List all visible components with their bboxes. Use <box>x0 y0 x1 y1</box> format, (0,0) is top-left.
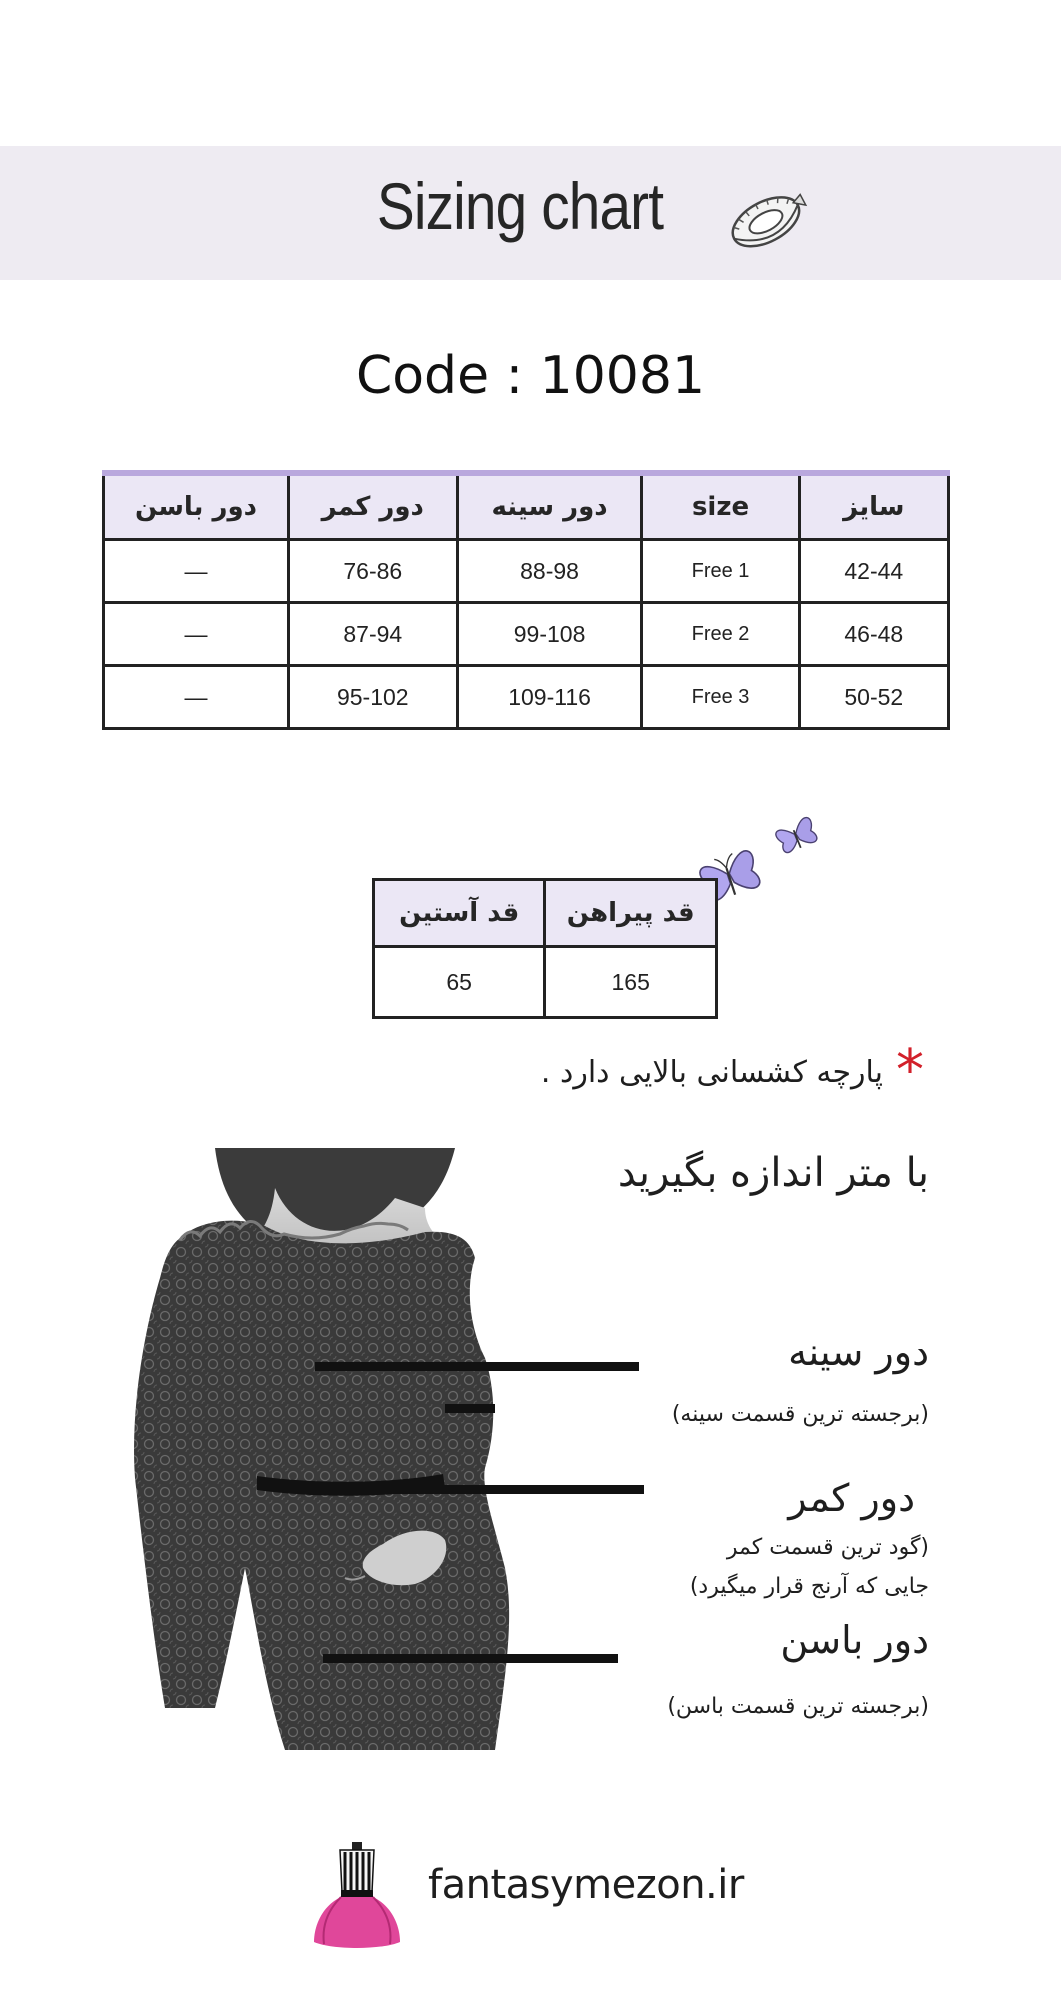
chest-title: دور سینه <box>788 1330 929 1374</box>
table-row <box>104 540 949 603</box>
cell-size: Free 2 <box>642 603 799 666</box>
cell-waist: 76-86 <box>288 540 457 603</box>
length-table-header-row <box>374 880 717 947</box>
chest-measure-tick <box>445 1404 495 1413</box>
waist-measure-line <box>330 1485 644 1494</box>
cell-hip: — <box>104 666 289 729</box>
header-dress-length: قد پیراهن <box>545 880 717 947</box>
header-waist: دور کمر <box>288 473 457 540</box>
cell-sleeve-length: 65 <box>374 947 545 1018</box>
chest-measure-line <box>315 1362 639 1371</box>
header-size: size <box>642 473 799 540</box>
cell-hip: — <box>104 540 289 603</box>
cell-size: Free 1 <box>642 540 799 603</box>
header-chest: دور سینه <box>457 473 642 540</box>
table-row <box>374 947 717 1018</box>
cell-saiz: 42-44 <box>799 540 948 603</box>
fabric-note: پارچه کشسانی بالایی دارد . <box>540 1055 883 1090</box>
product-code: Code : 10081 <box>355 346 706 406</box>
chest-description: (برجسته ترین قسمت سینه) <box>671 1402 929 1427</box>
cell-waist: 95-102 <box>288 666 457 729</box>
cell-size: Free 3 <box>642 666 799 729</box>
hip-title: دور باسن <box>780 1618 929 1662</box>
cell-saiz: 50-52 <box>799 666 948 729</box>
waist-title: دور کمر <box>788 1476 915 1520</box>
table-row <box>104 603 949 666</box>
size-table <box>102 470 950 730</box>
dress-logo-icon <box>312 1842 402 1950</box>
header-saiz: سایز <box>799 473 948 540</box>
cell-chest: 109-116 <box>457 666 642 729</box>
cell-chest: 88-98 <box>457 540 642 603</box>
length-table <box>372 878 718 1019</box>
waist-description-line1: (گود ترین قسمت کمر <box>726 1535 929 1560</box>
hip-description: (برجسته ترین قسمت باسن) <box>667 1694 929 1719</box>
cell-waist: 87-94 <box>288 603 457 666</box>
page-title: Sizing chart <box>376 169 664 243</box>
waist-description-line2: جایی که آرنج قرار میگیرد) <box>689 1574 929 1599</box>
cell-saiz: 46-48 <box>799 603 948 666</box>
header-hip: دور باسن <box>104 473 289 540</box>
cell-dress-length: 165 <box>545 947 717 1018</box>
measuring-tape-icon <box>720 178 810 262</box>
cell-hip: — <box>104 603 289 666</box>
cell-chest: 99-108 <box>457 603 642 666</box>
size-table-header-row <box>104 473 949 540</box>
site-name[interactable]: fantasymezon.ir <box>428 1862 744 1908</box>
table-row <box>104 666 949 729</box>
header-sleeve-length: قد آستین <box>374 880 545 947</box>
asterisk-icon: * <box>896 1038 924 1103</box>
measure-heading: با متر اندازه بگیرید <box>617 1150 929 1196</box>
hip-measure-line <box>323 1654 618 1663</box>
